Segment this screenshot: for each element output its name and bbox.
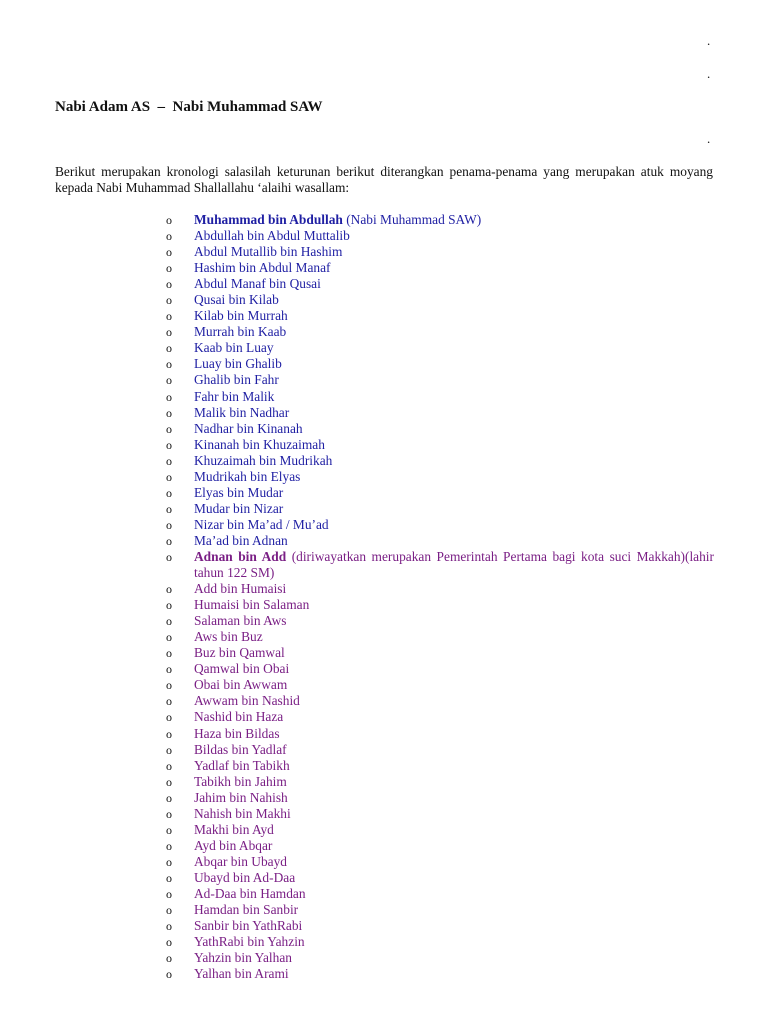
bullet-icon: o [166, 758, 172, 773]
lineage-item [166, 324, 714, 340]
lineage-item [166, 340, 714, 356]
lineage-item [166, 854, 714, 870]
bullet-icon: o [166, 485, 172, 500]
bullet-icon: o [166, 710, 172, 725]
bullet-icon: o [166, 309, 172, 324]
lineage-item [166, 645, 714, 661]
lineage-item [166, 838, 714, 854]
lineage-item [166, 533, 714, 549]
lineage-item [166, 966, 714, 982]
lineage-name: Salaman bin Aws [194, 613, 287, 629]
lineage-item [166, 389, 714, 405]
lineage-name: Ubayd bin Ad-Daa [194, 869, 296, 885]
lineage-item [166, 517, 714, 533]
lineage-item [166, 934, 714, 950]
lineage-name: Ad-Daa bin Hamdan [194, 885, 306, 901]
lineage-name: Mudrikah bin Elyas [194, 468, 301, 484]
bullet-icon: o [166, 421, 172, 436]
lineage-item [166, 549, 714, 581]
lineage-item [166, 421, 714, 437]
lineage-item [166, 790, 714, 806]
lineage-item [166, 469, 714, 485]
lineage-name: Adnan bin Add [194, 548, 287, 564]
lineage-name: Tabikh bin Jahim [194, 773, 287, 789]
lineage-item [166, 372, 714, 388]
lineage-name: Luay bin Ghalib [194, 356, 282, 372]
lineage-item [166, 870, 714, 886]
lineage-name: Muhammad bin Abdullah [194, 212, 343, 227]
lineage-list [166, 212, 714, 982]
lineage-name: Abqar bin Ubayd [194, 853, 287, 869]
lineage-name: YathRabi bin Yahzin [194, 934, 305, 950]
lineage-name: Bildas bin Yadlaf [194, 741, 287, 757]
bullet-icon: o [166, 389, 172, 404]
lineage-item [166, 726, 714, 742]
lineage-name: Nadhar bin Kinanah [194, 420, 303, 436]
bullet-icon: o [166, 886, 172, 901]
bullet-icon: o [166, 806, 172, 821]
lineage-item [166, 228, 714, 244]
lineage-name: Buz bin Qamwal [194, 645, 285, 661]
intro-paragraph: Berikut merupakan kronologi salasilah keturunan berikut diterangkan penama-penama yang merupakan atuk moyang kepada Nabi Muhammad Shallallahu ‘alaihi wasallam: [55, 164, 713, 195]
lineage-item [166, 260, 714, 276]
lineage-name: Khuzaimah bin Mudrikah [194, 452, 333, 468]
lineage-name: Murrah bin Kaab [194, 324, 287, 340]
lineage-name: Kilab bin Murrah [194, 308, 288, 324]
lineage-name: Hashim bin Abdul Manaf [194, 260, 331, 276]
lineage-name: Qamwal bin Obai [194, 661, 290, 677]
bullet-icon: o [166, 854, 172, 869]
lineage-name: Abdul Manaf bin Qusai [194, 276, 321, 292]
bullet-icon: o [166, 517, 172, 532]
lineage-item [166, 661, 714, 677]
lineage-item [166, 437, 714, 453]
lineage-item [166, 244, 714, 260]
bullet-icon: o [166, 870, 172, 885]
lineage-name: Haza bin Bildas [194, 725, 280, 741]
bullet-icon: o [166, 967, 172, 982]
lineage-note: (Nabi Muhammad SAW) [346, 212, 482, 227]
lineage-name: Ayd bin Abqar [194, 837, 273, 853]
bullet-icon: o [166, 341, 172, 356]
bullet-icon: o [166, 261, 172, 276]
lineage-name: Abdullah bin Abdul Muttalib [194, 228, 350, 244]
lineage-name: Sanbir bin YathRabi [194, 918, 303, 934]
lineage-item [166, 742, 714, 758]
lineage-name: Aws bin Buz [194, 629, 263, 645]
bullet-icon: o [166, 229, 172, 244]
lineage-name: Malik bin Nadhar [194, 404, 290, 420]
bullet-icon: o [166, 726, 172, 741]
bullet-icon: o [166, 469, 172, 484]
bullet-icon: o [166, 533, 172, 548]
lineage-name: Ghalib bin Fahr [194, 372, 279, 388]
lineage-item [166, 629, 714, 645]
lineage-name: Ma’ad bin Adnan [194, 532, 288, 548]
lineage-item [166, 453, 714, 469]
lineage-item [166, 758, 714, 774]
bullet-icon: o [166, 790, 172, 805]
bullet-icon: o [166, 935, 172, 950]
lineage-name: Makhi bin Ayd [194, 821, 274, 837]
bullet-icon: o [166, 822, 172, 837]
lineage-item [166, 613, 714, 629]
bullet-icon: o [166, 405, 172, 420]
bullet-icon: o [166, 293, 172, 308]
bullet-icon: o [166, 630, 172, 645]
bullet-icon: o [166, 277, 172, 292]
lineage-item [166, 308, 714, 324]
lineage-item [166, 822, 714, 838]
lineage-name: Fahr bin Malik [194, 388, 275, 404]
lineage-note: (diriwayatkan merupakan Pemerintah Pertama bagi kota suci Makkah)(lahir tahun 122 SM) [194, 548, 714, 581]
lineage-name: Yalhan bin Arami [194, 966, 289, 982]
lineage-name: Abdul Mutallib bin Hashim [194, 244, 343, 260]
lineage-item [166, 693, 714, 709]
lineage-name: Obai bin Awwam [194, 677, 288, 693]
lineage-name: Humaisi bin Salaman [194, 597, 310, 613]
lineage-item [166, 356, 714, 372]
lineage-item [166, 501, 714, 517]
lineage-item [166, 597, 714, 613]
bullet-icon: o [166, 951, 172, 966]
lineage-item [166, 774, 714, 790]
lineage-item [166, 212, 714, 228]
lineage-name: Awwam bin Nashid [194, 693, 300, 709]
bullet-icon: o [166, 582, 172, 597]
lineage-item [166, 485, 714, 501]
bullet-icon: o [166, 213, 172, 227]
lineage-name: Nashid bin Haza [194, 709, 284, 725]
bullet-icon: o [166, 646, 172, 661]
lineage-item [166, 581, 714, 597]
bullet-icon: o [166, 694, 172, 709]
lineage-item [166, 806, 714, 822]
lineage-item [166, 276, 714, 292]
lineage-item [166, 918, 714, 934]
lineage-name: Nahish bin Makhi [194, 805, 291, 821]
bullet-icon: o [166, 245, 172, 260]
lineage-item [166, 405, 714, 421]
lineage-name: Nizar bin Ma’ad / Mu’ad [194, 516, 329, 532]
bullet-icon: o [166, 614, 172, 629]
lineage-name: Elyas bin Mudar [194, 484, 284, 500]
bullet-icon: o [166, 774, 172, 789]
margin-mark: . [707, 66, 711, 81]
lineage-name: Mudar bin Nizar [194, 500, 284, 516]
lineage-item [166, 886, 714, 902]
lineage-name: Add bin Humaisi [194, 581, 287, 597]
lineage-name: Jahim bin Nahish [194, 789, 288, 805]
bullet-icon: o [166, 437, 172, 452]
lineage-name: Kinanah bin Khuzaimah [194, 436, 325, 452]
bullet-icon: o [166, 357, 172, 372]
lineage-name: Hamdan bin Sanbir [194, 902, 299, 918]
lineage-name: Kaab bin Luay [194, 340, 274, 356]
page-title: Nabi Adam AS – Nabi Muhammad SAW [55, 99, 323, 115]
lineage-name: Yahzin bin Yalhan [194, 950, 292, 966]
bullet-icon: o [166, 598, 172, 613]
bullet-icon: o [166, 501, 172, 516]
bullet-icon: o [166, 325, 172, 340]
bullet-icon: o [166, 373, 172, 388]
lineage-item [166, 902, 714, 918]
lineage-item [166, 709, 714, 725]
lineage-name: Yadlaf bin Tabikh [194, 757, 290, 773]
lineage-item [166, 677, 714, 693]
margin-mark: . [707, 33, 711, 48]
bullet-icon: o [166, 838, 172, 853]
bullet-icon: o [166, 662, 172, 677]
bullet-icon: o [166, 919, 172, 934]
bullet-icon: o [166, 549, 172, 564]
bullet-icon: o [166, 742, 172, 757]
lineage-name: Qusai bin Kilab [194, 292, 279, 308]
margin-mark: . [707, 131, 711, 146]
bullet-icon: o [166, 678, 172, 693]
bullet-icon: o [166, 903, 172, 918]
lineage-item [166, 950, 714, 966]
bullet-icon: o [166, 453, 172, 468]
lineage-item [166, 292, 714, 308]
